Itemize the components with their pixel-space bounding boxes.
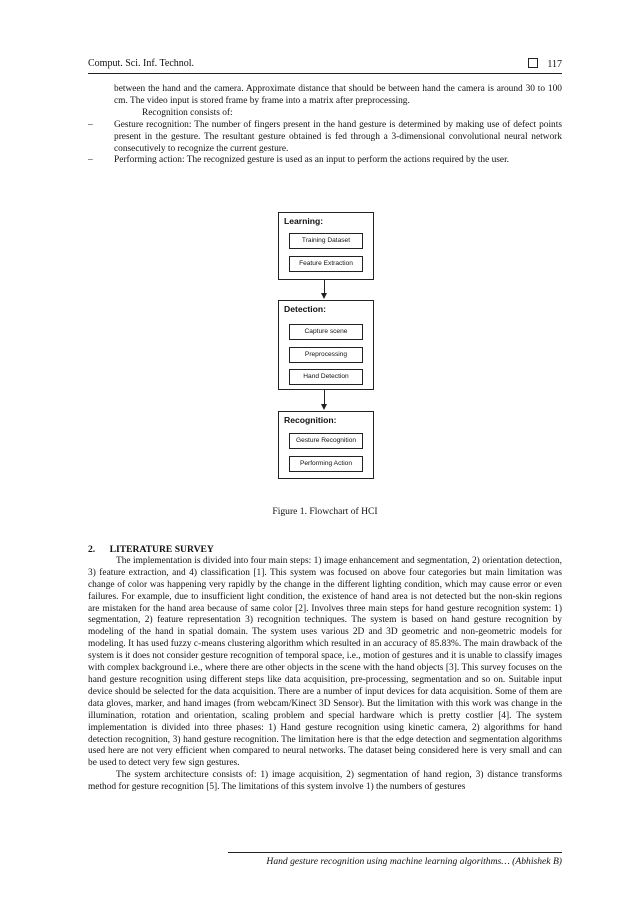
recognition-lead: Recognition consists of: <box>142 107 233 118</box>
stage-learning <box>278 212 374 280</box>
arrow-line <box>324 279 325 294</box>
journal-name: Comput. Sci. Inf. Technol. <box>88 58 195 69</box>
stage-title: Detection: <box>284 304 327 314</box>
arrow-line <box>324 389 325 405</box>
dash-icon: – <box>88 155 93 166</box>
bullet-performing-action: – Performing action: The recognized gesture is used as an input to perform the actions required by the user. <box>88 155 510 166</box>
intro-text <box>88 84 562 167</box>
running-title: Hand gesture recognition using machine learning algorithms… (Abhishek B) <box>266 856 562 867</box>
page-header <box>88 58 562 72</box>
header-rule <box>88 73 562 74</box>
section-heading: 2. LITERATURE SURVEY <box>88 544 214 555</box>
dash-icon: – <box>88 119 93 130</box>
literature-survey-section <box>88 544 562 794</box>
section-paragraph: The implementation is divided into four main steps: 1) image enhancement and segmentation, 2) orientation detection, 3) feature extraction, and 4) classification [1]. This system was focused on above four categories but main limitation was change of color was happening very rapidly by the change in the different lighting condition, which may cause error or even failures. For example, due to insufficient light condition, the existence of hand area is not detected but the non-skin regions are mistaken for the hand area because of same color [2]. Involves three main steps for hand gesture recognition system: 1) segmentation, 2) feature representation 3) recognition techniques. The system is based on hand gesture recognition by modeling of the hand in spatial domain. The system uses various 2D and 3D geometric and non-geometric models for modeling. It has used fuzzy c-means clustering algorithm which resulted in an accuracy of 85.83%. The main drawback of the system is it does not consider gesture recognition of temporal space, i.e., motion of gestures and it is unable to classify images with complex background i.e., where there are other objects in the scene with the hand objects [3]. This survey focuses on the hand gesture recognition using different steps like data acquisition, pre-processing, segmentation and so on. Suitable input device should be selected for the data acquisition. There are a number of input devices for data acquisition. Some of them are data gloves, marker, and hand images (from webcam/Kinect 3D Sensor). But the limitation with this work was change in the illumination, rotation and orientation, scaling problem and special hardware which is pretty costlier [4]. The system implementation is divided into three phases: 1) Hand gesture recognition using kinetic camera, 2) algorithms for hand detection recognition, 3) hand gesture recognition. The limitation here is that the edge detection and segmentation algorithms used here are not very efficient when compared to neural networks. The dataset being considered here is very small and can be used to detect very few sign gestures. <box>88 555 562 769</box>
arrow-down-icon <box>321 404 327 410</box>
step-performing-action: Performing Action <box>289 456 363 472</box>
intro-paragraph: between the hand and the camera. Approximate distance that should be between hand the camera is around 30 to 100 cm. The video input is stored frame by frame into a matrix after preprocessing. <box>114 84 562 106</box>
step-preprocessing: Preprocessing <box>289 347 363 363</box>
stage-recognition <box>278 411 374 479</box>
stage-title: Learning: <box>284 216 324 226</box>
step-feature-extraction: Feature Extraction <box>289 256 363 272</box>
step-gesture-recognition: Gesture Recognition <box>289 433 363 449</box>
page-number: 117 <box>547 59 562 70</box>
step-hand-detection: Hand Detection <box>289 369 363 385</box>
arrow-down-icon <box>321 293 327 299</box>
section-paragraph: The system architecture consists of: 1) image acquisition, 2) segmentation of hand region, 3) distance transforms method for gesture recognition [5]. The limitations of this system involve 1) the numbers of gestures <box>88 770 562 793</box>
stage-title: Recognition: <box>284 415 337 425</box>
step-training-dataset: Training Dataset <box>289 233 363 249</box>
checkbox-square-icon <box>528 58 538 68</box>
footer-rule <box>228 852 562 853</box>
stage-detection <box>278 300 374 390</box>
bullet-gesture-recognition: – Gesture recognition: The number of fingers present in the hand gesture is determined by making use of defect points present in the gesture. The resultant gesture obtained is fed through a 3-dimensional convolutional neural network consecutively to recognize the current gesture. <box>88 119 562 154</box>
page-footer <box>88 856 562 867</box>
figure-caption: Figure 1. Flowchart of HCI <box>272 506 378 517</box>
step-capture-scene: Capture scene <box>289 324 363 340</box>
